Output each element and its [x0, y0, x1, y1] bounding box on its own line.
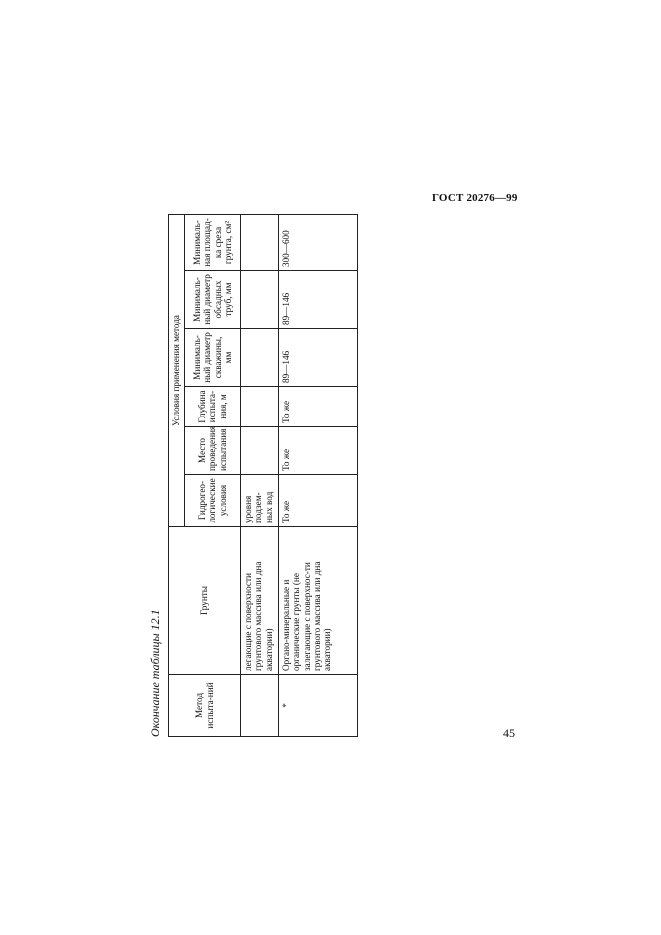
cell-well-diameter	[241, 329, 279, 387]
header-place: Место проведения испытания	[185, 427, 241, 475]
cell-casing-diameter	[241, 271, 279, 329]
cell-hydro: То же	[279, 475, 358, 527]
table-caption: Окончание таблицы 12.1	[148, 609, 162, 737]
header-depth: Глубина испыта-ния, м	[185, 387, 241, 427]
cell-soils: Органо-минеральные и органические грунты (не залегающие с поверхнос-ти грунтового массива или дна акватории)	[279, 527, 358, 675]
cell-shear-area	[241, 214, 279, 270]
cell-well-diameter: 89—146	[279, 329, 358, 387]
document-header: ГОСТ 20276—99	[432, 192, 518, 204]
data-table	[168, 214, 358, 737]
cell-place: То же	[279, 427, 358, 475]
header-casing-diameter: Минималь-ный диаметр обсадных труб, мм	[185, 271, 241, 329]
cell-method	[241, 675, 279, 737]
cell-method: *	[279, 675, 358, 737]
cell-soils: легающие с поверхности грунтового массива или дна акватории)	[241, 527, 279, 675]
cell-casing-diameter: 89—146	[279, 271, 358, 329]
cell-shear-area: 300—600	[279, 214, 358, 270]
table-row	[241, 214, 279, 736]
header-hydro: Гидрогео-логические условия	[185, 475, 241, 527]
table-row	[279, 214, 358, 736]
cell-hydro: уровня подзем-ных вод	[241, 475, 279, 527]
header-row-1	[169, 214, 185, 736]
cell-depth	[241, 387, 279, 427]
header-shear-area: Минималь-ная площад-ка среза грунта, см²	[185, 214, 241, 270]
header-group-conditions: Условия применения метода	[169, 214, 185, 526]
header-soils: Грунты	[169, 527, 241, 675]
table-landscape	[148, 215, 358, 737]
cell-place	[241, 427, 279, 475]
rotated-table-block	[148, 215, 358, 737]
cell-depth: То же	[279, 387, 358, 427]
header-well-diameter: Минималь-ный диаметр скважины, мм	[185, 329, 241, 387]
page-number: 45	[503, 726, 515, 740]
header-method: Метод испыта-ний	[169, 675, 241, 737]
